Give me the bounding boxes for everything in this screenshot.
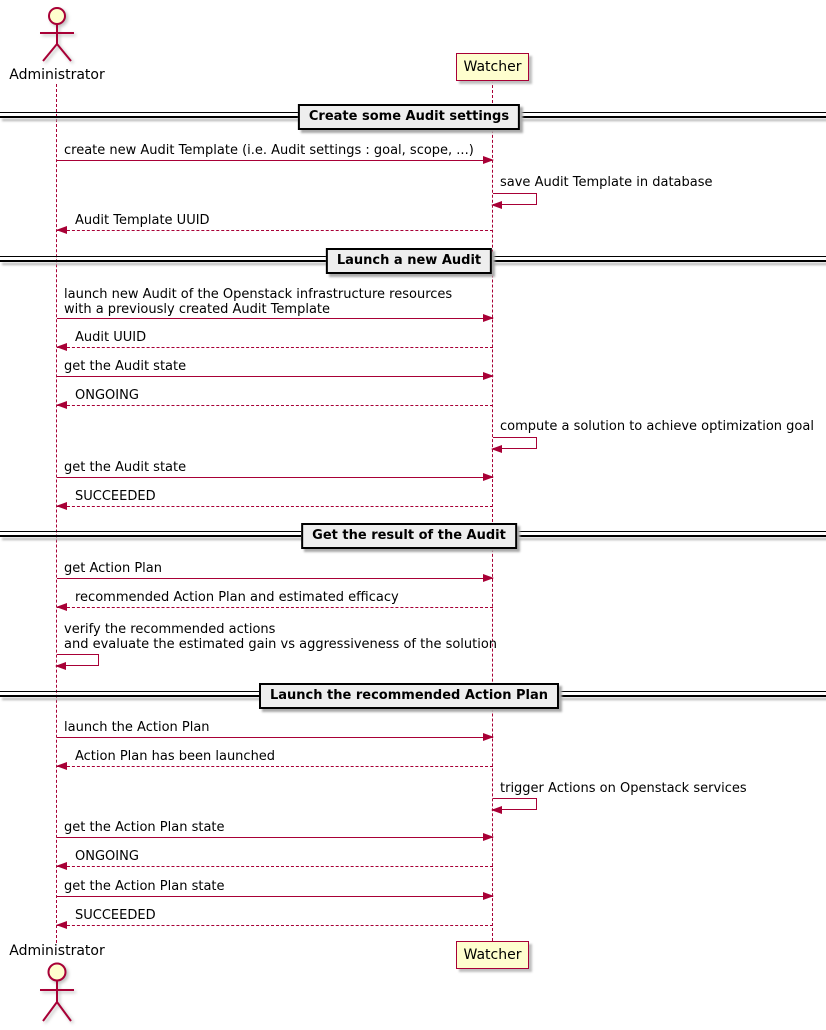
arrowhead-right-icon [483, 156, 494, 164]
arrowhead-left-icon [56, 603, 67, 611]
message-arrow-left [57, 866, 493, 867]
message-succeeded-1: SUCCEEDED [75, 489, 156, 504]
message-get-action-plan-state-1: get the Action Plan state [64, 820, 225, 835]
message-ongoing-2: ONGOING [75, 849, 139, 864]
message-action-plan-launched: Action Plan has been launched [75, 749, 276, 764]
arrowhead-right-icon [483, 372, 494, 380]
message-arrow-left [57, 347, 493, 348]
message-arrow-left [57, 607, 493, 608]
arrowhead-left-icon [55, 662, 66, 670]
arrowhead-right-icon [483, 733, 494, 741]
message-compute-solution: compute a solution to achieve optimization goal [500, 419, 814, 434]
watcher-box-bottom [456, 941, 529, 969]
arrowhead-left-icon [56, 343, 67, 351]
message-line: launch new Audit of the Openstack infrastructure resources [64, 287, 453, 302]
arrowhead-left-icon [491, 445, 502, 453]
administrator-label-top: Administrator [9, 67, 105, 83]
message-arrow-left [57, 405, 493, 406]
message-get-audit-state-2: get the Audit state [64, 460, 187, 475]
divider-launch-recommended-action-plan [0, 683, 826, 710]
message-arrow-right [57, 376, 493, 377]
arrowhead-right-icon [483, 574, 494, 582]
arrowhead-left-icon [56, 502, 67, 510]
arrowhead-right-icon [483, 473, 494, 481]
message-arrow-right [57, 578, 493, 579]
arrowhead-left-icon [56, 401, 67, 409]
self-message-loop [493, 437, 537, 449]
arrowhead-left-icon [491, 201, 502, 209]
message-audit-uuid: Audit UUID [75, 330, 147, 345]
divider-label: Launch the recommended Action Plan [269, 688, 549, 703]
administrator-actor-icon-top [35, 6, 79, 64]
message-verify-recommended-actions [64, 622, 497, 652]
arrowhead-left-icon [56, 921, 67, 929]
message-ongoing-1: ONGOING [75, 388, 139, 403]
message-get-audit-state-1: get the Audit state [64, 359, 187, 374]
message-recommended-action-plan: recommended Action Plan and estimated efficacy [75, 590, 399, 605]
message-launch-action-plan: launch the Action Plan [64, 720, 210, 735]
message-arrow-right [57, 318, 493, 319]
message-arrow-right [57, 896, 493, 897]
message-succeeded-2: SUCCEEDED [75, 908, 156, 923]
message-create-audit-template: create new Audit Template (i.e. Audit settings : goal, scope, ...) [64, 143, 474, 158]
message-arrow-right [57, 160, 493, 161]
arrowhead-left-icon [56, 762, 67, 770]
divider-label: Launch a new Audit [336, 253, 482, 268]
message-arrow-right [57, 737, 493, 738]
divider-label: Create some Audit settings [308, 109, 510, 124]
message-trigger-actions: trigger Actions on Openstack services [500, 781, 747, 796]
divider-label-box [301, 523, 517, 549]
watcher-box-top [456, 53, 529, 81]
divider-launch-new-audit [0, 248, 826, 275]
divider-create-audit-settings [0, 104, 826, 131]
arrowhead-left-icon [56, 226, 67, 234]
arrowhead-right-icon [483, 314, 494, 322]
divider-label-box [259, 683, 559, 709]
arrowhead-right-icon [483, 833, 494, 841]
administrator-actor-icon-bottom [35, 961, 79, 1025]
message-arrow-left [57, 230, 493, 231]
divider-label-box [298, 104, 520, 130]
message-line: with a previously created Audit Template [64, 302, 331, 317]
message-arrow-right [57, 837, 493, 838]
arrowhead-left-icon [491, 806, 502, 814]
message-arrow-left [57, 925, 493, 926]
arrowhead-right-icon [483, 892, 494, 900]
message-audit-template-uuid: Audit Template UUID [75, 213, 210, 228]
divider-label-box [326, 248, 492, 274]
administrator-lifeline [56, 84, 57, 943]
self-message-loop [493, 193, 537, 205]
self-message-loop [493, 798, 537, 810]
message-save-audit-template: save Audit Template in database [500, 175, 713, 190]
arrowhead-left-icon [56, 862, 67, 870]
message-line: and evaluate the estimated gain vs aggressiveness of the solution [64, 637, 498, 652]
watcher-label-top: Watcher [463, 59, 522, 75]
message-arrow-left [57, 766, 493, 767]
message-line: verify the recommended actions [64, 622, 276, 637]
message-get-action-plan-state-2: get the Action Plan state [64, 879, 225, 894]
message-get-action-plan: get Action Plan [64, 561, 162, 576]
divider-label: Get the result of the Audit [312, 528, 506, 543]
divider-get-result-of-audit [0, 523, 826, 550]
message-arrow-left [57, 506, 493, 507]
message-arrow-right [57, 477, 493, 478]
self-message-loop [57, 654, 99, 666]
watcher-label-bottom: Watcher [463, 947, 522, 963]
message-launch-new-audit [64, 287, 452, 317]
administrator-label-bottom: Administrator [9, 943, 105, 959]
